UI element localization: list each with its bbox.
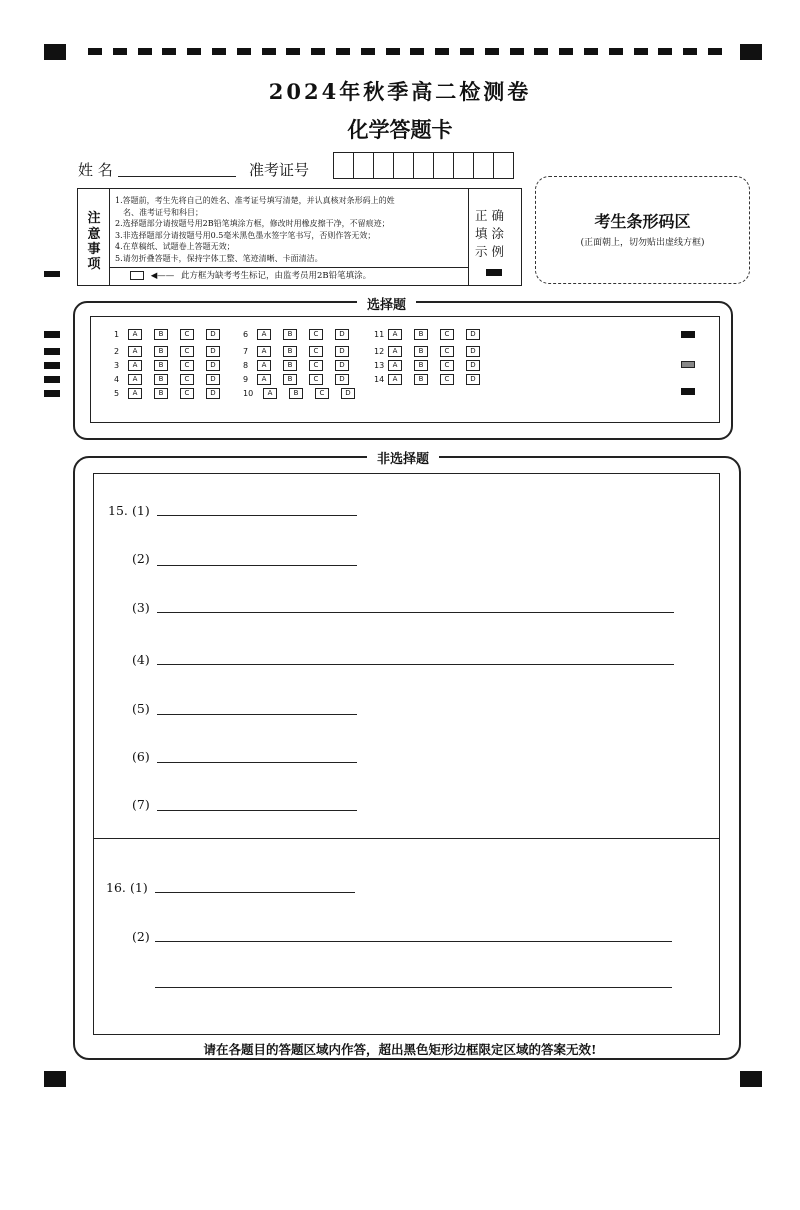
question-number: 13 xyxy=(374,361,385,370)
choice-question-5 xyxy=(114,388,232,399)
timing-mark xyxy=(237,48,251,55)
option-bubble-d[interactable]: D xyxy=(206,329,220,340)
q15-part-2-label: (2) xyxy=(132,551,150,566)
filled-example-mark xyxy=(486,269,502,276)
choice-question-10 xyxy=(243,388,367,399)
option-bubble-b[interactable]: B xyxy=(414,360,428,371)
option-bubble-a[interactable]: A xyxy=(388,346,402,357)
corner-mark-top-right xyxy=(740,44,762,60)
question-number: 6 xyxy=(243,330,249,339)
option-bubble-c[interactable]: C xyxy=(309,346,323,357)
timing-mark-gray xyxy=(681,361,695,368)
option-bubble-c[interactable]: C xyxy=(315,388,329,399)
question-number: 10 xyxy=(243,389,254,398)
q15-part-3-answer-line[interactable] xyxy=(157,612,674,613)
choice-question-6 xyxy=(243,329,361,340)
barcode-area: 考生条形码区 (正面朝上，切勿贴出虚线方框) xyxy=(535,176,750,284)
question-number: 1 xyxy=(114,330,120,339)
timing-mark xyxy=(44,390,60,397)
option-bubble-c[interactable]: C xyxy=(180,374,194,385)
absent-legend: ◀—— 此方框为缺考考生标记，由监考员用2B铅笔填涂。 xyxy=(130,269,371,281)
timing-mark xyxy=(609,48,623,55)
timing-mark xyxy=(485,48,499,55)
notice-divider xyxy=(109,267,468,268)
question-number: 11 xyxy=(374,330,385,339)
q15-part-7-label: (7) xyxy=(132,797,150,812)
corner-mark-bottom-left xyxy=(44,1071,66,1087)
choice-question-7 xyxy=(243,346,361,357)
question-number: 14 xyxy=(374,375,385,384)
option-bubble-c[interactable]: C xyxy=(180,388,194,399)
q15-part-3-label: (3) xyxy=(132,600,150,615)
option-bubble-d[interactable]: D xyxy=(206,360,220,371)
nonchoice-section-label: 非选择题 xyxy=(367,448,439,467)
q16-part-2-answer-line-2[interactable] xyxy=(155,987,672,988)
corner-mark-bottom-right xyxy=(740,1071,762,1087)
q16-part-2-answer-line[interactable] xyxy=(155,941,672,942)
option-bubble-a[interactable]: A xyxy=(257,374,271,385)
timing-mark xyxy=(44,331,60,338)
option-bubble-a[interactable]: A xyxy=(128,346,142,357)
option-bubble-a[interactable]: A xyxy=(388,329,402,340)
timing-mark xyxy=(262,48,276,55)
choice-question-11 xyxy=(374,329,492,340)
timing-mark xyxy=(435,48,449,55)
q16-frame xyxy=(93,838,720,1035)
option-bubble-a[interactable]: A xyxy=(257,329,271,340)
option-bubble-b[interactable]: B xyxy=(283,346,297,357)
arrow-left-icon: ◀—— xyxy=(150,271,175,281)
choice-question-12 xyxy=(374,346,492,357)
timing-mark xyxy=(44,376,60,383)
name-field[interactable] xyxy=(118,176,236,177)
timing-mark xyxy=(683,48,697,55)
q15-part-6-answer-line[interactable] xyxy=(157,762,357,763)
question-number: 2 xyxy=(114,347,120,356)
option-bubble-b[interactable]: B xyxy=(283,360,297,371)
fill-example: 正 确 填 涂 示 例 xyxy=(468,189,522,285)
option-bubble-d[interactable]: D xyxy=(466,360,480,371)
option-bubble-c[interactable]: C xyxy=(309,360,323,371)
q16-part-1-label: (1) xyxy=(130,880,148,895)
option-bubble-a[interactable]: A xyxy=(128,329,142,340)
option-bubble-b[interactable]: B xyxy=(289,388,303,399)
notice-box xyxy=(77,188,522,286)
choice-question-3 xyxy=(114,360,232,371)
option-bubble-c[interactable]: C xyxy=(440,374,454,385)
option-bubble-c[interactable]: C xyxy=(440,360,454,371)
option-bubble-a[interactable]: A xyxy=(128,388,142,399)
option-bubble-a[interactable]: A xyxy=(257,360,271,371)
footer-warning: 请在各题目的答题区域内作答，超出黑色矩形边框限定区域的答案无效! xyxy=(203,1042,597,1057)
timing-mark xyxy=(410,48,424,55)
notice-items: 1.答题前，考生先将自己的姓名、准考证号填写清楚，并认真核对条形码上的姓 名、准考证号和科目； 2.选择题部分请按题号用2B铅笔填涂方框，修改时用橡皮擦干净，不留痕迹； 3.非选择题部分请按题号用0.5毫米黑色墨水签字笔书写，否则作答无效； 4.在草稿纸、试题卷上答题无效； 5.请勿折叠答题卡，保持字体工整、笔迹清晰、卡面清洁。 xyxy=(115,196,395,263)
q16-part-1-answer-line[interactable] xyxy=(155,892,355,893)
choice-section-label: 选择题 xyxy=(357,294,416,313)
question-number: 5 xyxy=(114,389,120,398)
option-bubble-d[interactable]: D xyxy=(466,374,480,385)
option-bubble-b[interactable]: B xyxy=(414,374,428,385)
q15-part-1-answer-line[interactable] xyxy=(157,515,357,516)
choice-question-4 xyxy=(114,374,232,385)
timing-mark xyxy=(162,48,176,55)
question-number: 12 xyxy=(374,347,385,356)
option-bubble-b[interactable]: B xyxy=(154,388,168,399)
timing-mark xyxy=(187,48,201,55)
q15-part-5-label: (5) xyxy=(132,701,150,716)
q15-prefix: 15. xyxy=(108,503,128,518)
option-bubble-c[interactable]: C xyxy=(440,346,454,357)
timing-mark xyxy=(113,48,127,55)
question-number: 9 xyxy=(243,375,249,384)
option-bubble-c[interactable]: C xyxy=(309,374,323,385)
option-bubble-b[interactable]: B xyxy=(414,346,428,357)
timing-mark xyxy=(658,48,672,55)
choice-question-14 xyxy=(374,374,492,385)
choice-question-13 xyxy=(374,360,492,371)
name-label: 姓 名 xyxy=(78,161,113,179)
option-bubble-d[interactable]: D xyxy=(206,346,220,357)
q15-part-6-label: (6) xyxy=(132,749,150,764)
q15-part-7-answer-line[interactable] xyxy=(157,810,357,811)
timing-mark xyxy=(286,48,300,55)
timing-mark xyxy=(361,48,375,55)
exam-id-grid[interactable] xyxy=(333,152,514,179)
timing-mark xyxy=(88,48,102,55)
option-bubble-c[interactable]: C xyxy=(440,329,454,340)
option-bubble-b[interactable]: B xyxy=(283,374,297,385)
option-bubble-b[interactable]: B xyxy=(154,360,168,371)
option-bubble-a[interactable]: A xyxy=(257,346,271,357)
option-bubble-c[interactable]: C xyxy=(309,329,323,340)
q15-part-1-label: (1) xyxy=(132,503,150,518)
absent-box[interactable] xyxy=(130,271,144,280)
timing-mark xyxy=(386,48,400,55)
q16-prefix: 16. xyxy=(106,880,126,895)
question-number: 8 xyxy=(243,361,249,370)
option-bubble-d[interactable]: D xyxy=(335,360,349,371)
option-bubble-b[interactable]: B xyxy=(283,329,297,340)
option-bubble-d[interactable]: D xyxy=(466,346,480,357)
option-bubble-c[interactable]: C xyxy=(180,360,194,371)
option-bubble-d[interactable]: D xyxy=(341,388,355,399)
choice-question-8 xyxy=(243,360,361,371)
option-bubble-d[interactable]: D xyxy=(335,374,349,385)
question-number: 3 xyxy=(114,361,120,370)
option-bubble-c[interactable]: C xyxy=(180,329,194,340)
option-bubble-d[interactable]: D xyxy=(466,329,480,340)
option-bubble-d[interactable]: D xyxy=(206,388,220,399)
timing-mark xyxy=(559,48,573,55)
timing-mark xyxy=(534,48,548,55)
option-bubble-a[interactable]: A xyxy=(128,374,142,385)
corner-mark-top-left xyxy=(44,44,66,60)
q15-part-4-answer-line[interactable] xyxy=(157,664,674,665)
exam-title: 2024年秋季高二检测卷 xyxy=(268,79,532,104)
choice-question-9 xyxy=(243,374,361,385)
timing-mark xyxy=(681,388,695,395)
option-bubble-a[interactable]: A xyxy=(263,388,277,399)
q16-part-2-label: (2) xyxy=(132,929,150,944)
notice-heading: 注 意 事 项 xyxy=(78,189,110,285)
choice-question-2 xyxy=(114,346,232,357)
timing-mark xyxy=(44,348,60,355)
timing-mark xyxy=(336,48,350,55)
q15-frame xyxy=(93,473,720,839)
question-number: 7 xyxy=(243,347,249,356)
option-bubble-b[interactable]: B xyxy=(154,374,168,385)
q15-part-4-label: (4) xyxy=(132,652,150,667)
timing-mark xyxy=(634,48,648,55)
option-bubble-d[interactable]: D xyxy=(206,374,220,385)
question-number: 4 xyxy=(114,375,120,384)
timing-mark xyxy=(311,48,325,55)
option-bubble-a[interactable]: A xyxy=(388,360,402,371)
card-title: 化学答题卡 xyxy=(347,117,453,142)
timing-mark xyxy=(460,48,474,55)
option-bubble-b[interactable]: B xyxy=(154,346,168,357)
timing-mark xyxy=(584,48,598,55)
exam-id-label: 准考证号 xyxy=(249,161,310,179)
option-bubble-d[interactable]: D xyxy=(335,329,349,340)
timing-mark xyxy=(44,271,60,277)
timing-mark xyxy=(138,48,152,55)
q15-part-5-answer-line[interactable] xyxy=(157,714,357,715)
timing-mark xyxy=(510,48,524,55)
timing-mark xyxy=(212,48,226,55)
q15-part-2-answer-line[interactable] xyxy=(157,565,357,566)
option-bubble-c[interactable]: C xyxy=(180,346,194,357)
option-bubble-d[interactable]: D xyxy=(335,346,349,357)
option-bubble-b[interactable]: B xyxy=(414,329,428,340)
option-bubble-b[interactable]: B xyxy=(154,329,168,340)
choice-question-1 xyxy=(114,329,232,340)
timing-mark xyxy=(44,362,60,369)
timing-mark xyxy=(681,331,695,338)
option-bubble-a[interactable]: A xyxy=(388,374,402,385)
option-bubble-a[interactable]: A xyxy=(128,360,142,371)
timing-mark xyxy=(708,48,722,55)
